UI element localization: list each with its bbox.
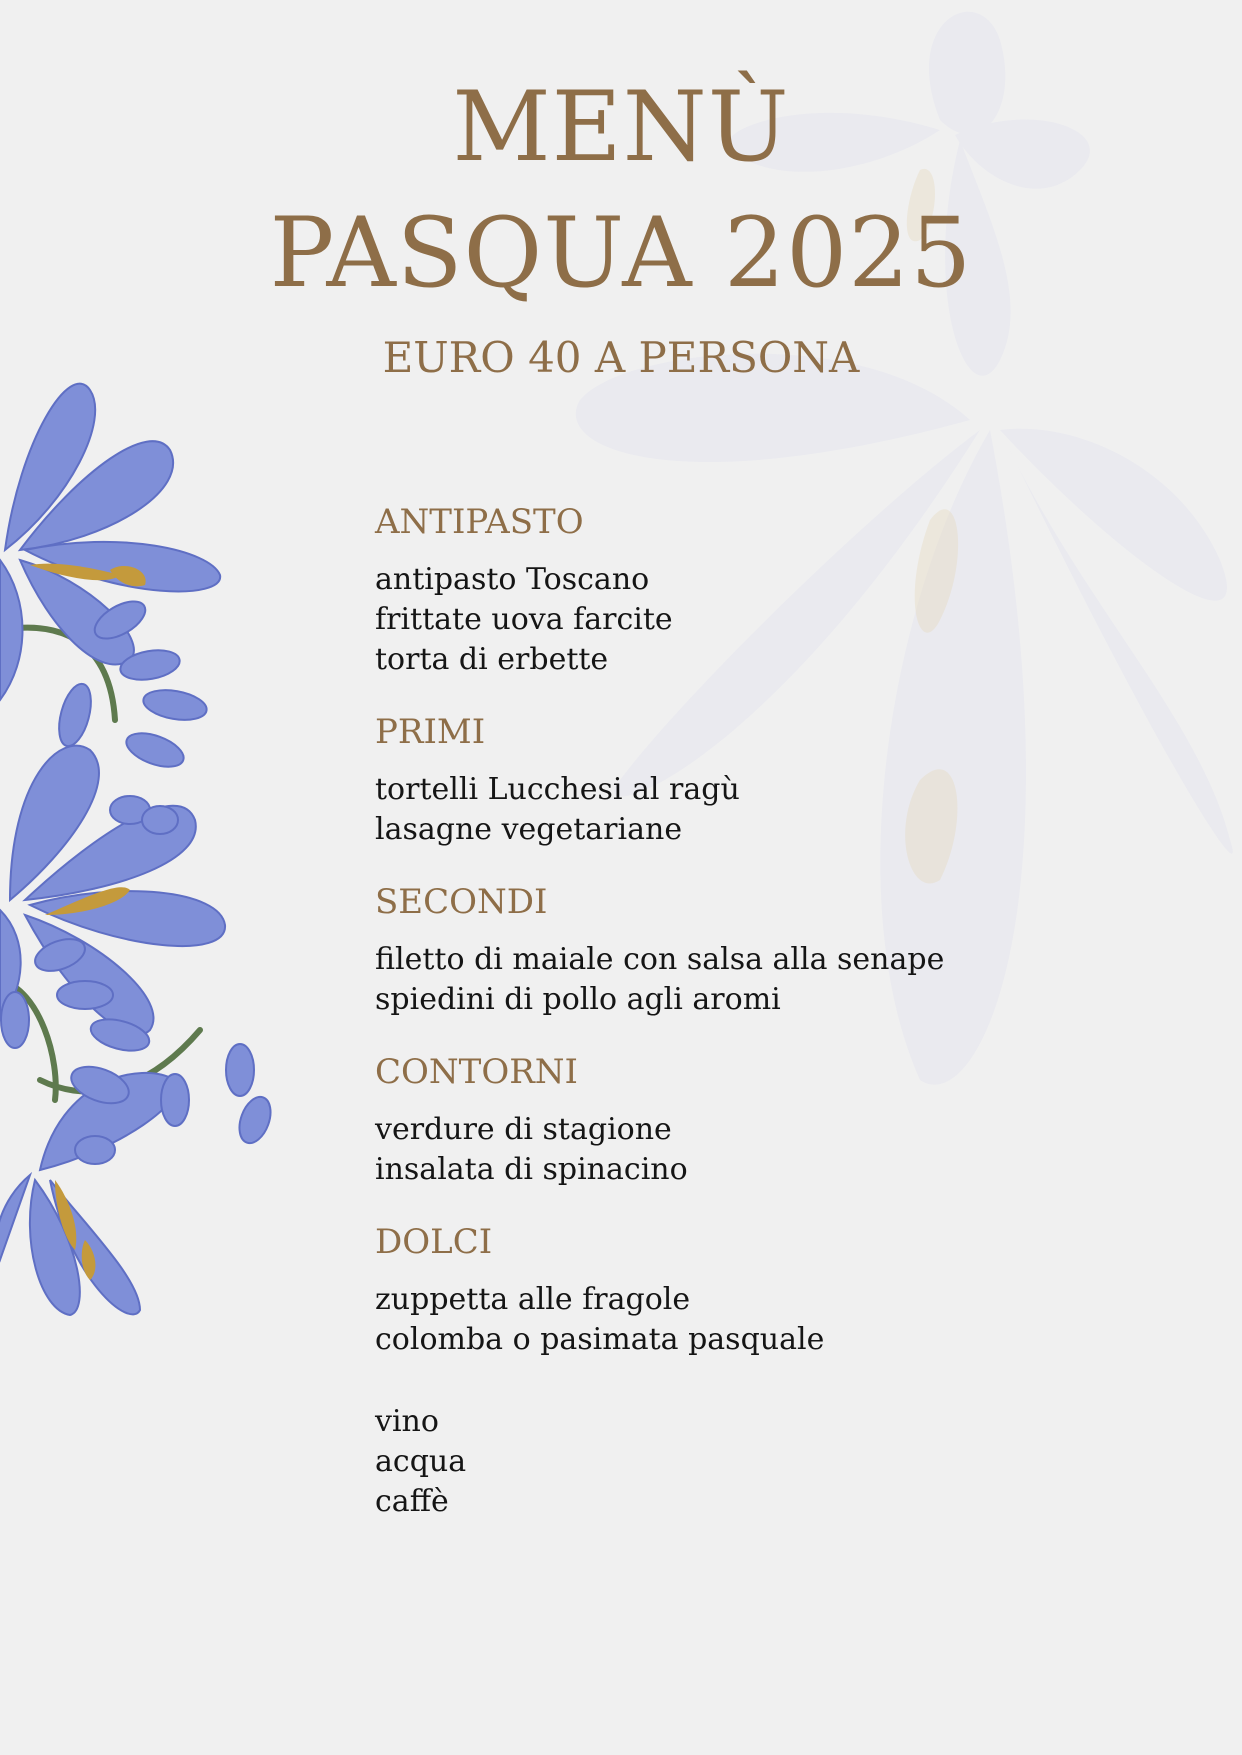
section-antipasto bbox=[375, 502, 1135, 680]
menu-list bbox=[375, 502, 1135, 1522]
menu-item: antipasto Toscano bbox=[375, 562, 650, 597]
menu-item: tortelli Lucchesi al ragù bbox=[375, 772, 740, 807]
menu-item: frittate uova farcite bbox=[375, 602, 673, 637]
side-flower-illustration bbox=[0, 380, 280, 1340]
section-title: ANTIPASTO bbox=[375, 502, 584, 542]
menu-item: lasagne vegetariane bbox=[375, 812, 683, 847]
section-title: DOLCI bbox=[375, 1222, 493, 1262]
item-list bbox=[375, 940, 1135, 1020]
menu-subtitle: PASQUA 2025 bbox=[269, 197, 973, 309]
menu-item: colomba o pasimata pasquale bbox=[375, 1322, 825, 1357]
section-secondi bbox=[375, 882, 1135, 1020]
section-title: CONTORNI bbox=[375, 1052, 578, 1092]
menu-title: MENÙ bbox=[452, 71, 790, 183]
section-dolci bbox=[375, 1222, 1135, 1360]
section-contorni bbox=[375, 1052, 1135, 1190]
section-title: PRIMI bbox=[375, 712, 486, 752]
menu-item: filetto di maiale con salsa alla senape bbox=[375, 942, 945, 977]
menu-item: zuppetta alle fragole bbox=[375, 1282, 691, 1317]
menu-item: insalata di spinacino bbox=[375, 1152, 688, 1187]
item-list bbox=[375, 1280, 1135, 1360]
menu-item: verdure di stagione bbox=[375, 1112, 672, 1147]
item-list bbox=[375, 560, 1135, 680]
item-list bbox=[375, 770, 1135, 850]
menu-item: spiedini di pollo agli aromi bbox=[375, 982, 781, 1017]
extra-item: acqua bbox=[375, 1444, 467, 1479]
menu-item: torta di erbette bbox=[375, 642, 609, 677]
extras-list bbox=[375, 1402, 1135, 1522]
section-title: SECONDI bbox=[375, 882, 548, 922]
extra-item: vino bbox=[375, 1404, 439, 1439]
extra-item: caffè bbox=[375, 1484, 449, 1519]
section-primi bbox=[375, 712, 1135, 850]
item-list bbox=[375, 1110, 1135, 1190]
price-line: EURO 40 A PERSONA bbox=[382, 333, 860, 382]
